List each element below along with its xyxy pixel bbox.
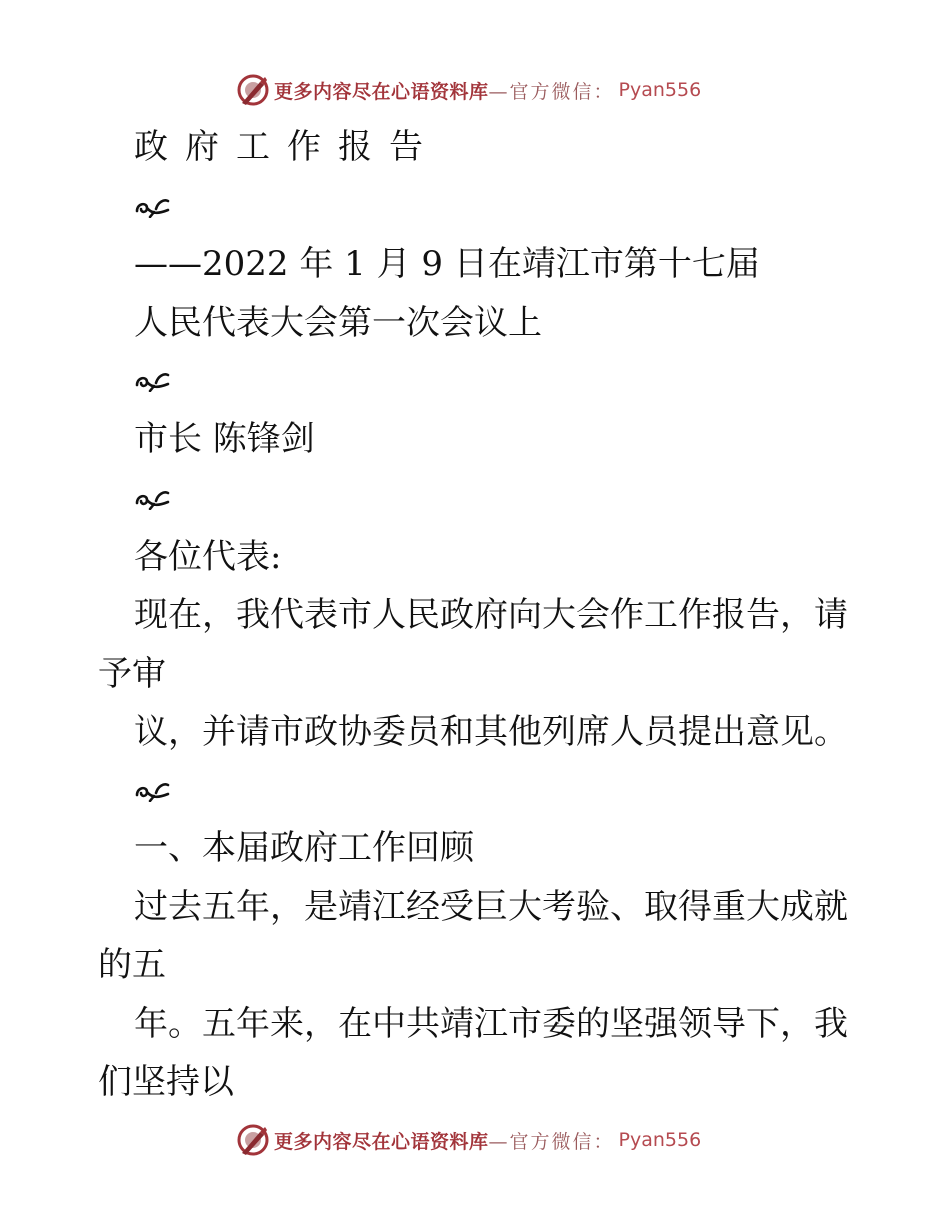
document-title: 政府工作报告 — [134, 127, 440, 167]
fleuron-ornament-icon — [134, 488, 170, 510]
footer-watermark — [236, 1122, 701, 1158]
watermark-main-text: 更多内容尽在心语资料库 — [274, 80, 489, 103]
fleuron-ornament-icon — [134, 370, 170, 392]
salutation: 各位代表: — [134, 537, 282, 577]
pen-logo-icon — [236, 1123, 270, 1157]
watermark-sub-text: —官方微信： — [488, 80, 615, 103]
watermark-main-text: 更多内容尽在心语资料库 — [274, 1130, 489, 1153]
watermark-id-text: Pyan556 — [618, 79, 702, 101]
paragraph-line: 们坚持以 — [98, 1062, 234, 1102]
pen-logo-icon — [236, 73, 270, 107]
paragraph-line: 议，并请市政协委员和其他列席人员提出意见。 — [134, 712, 848, 752]
paragraph-line: 过去五年，是靖江经受巨大考验、取得重大成就 — [134, 887, 848, 927]
fleuron-ornament-icon — [134, 780, 170, 802]
section-heading: 一、本届政府工作回顾 — [134, 828, 474, 868]
speaker-line: 市长 陈锋剑 — [134, 419, 315, 459]
header-watermark — [236, 72, 701, 108]
paragraph-line: 予审 — [98, 654, 166, 694]
subtitle-line-2: 人民代表大会第一次会议上 — [134, 303, 542, 343]
paragraph-line: 现在，我代表市人民政府向大会作工作报告，请 — [134, 595, 848, 635]
watermark-id-text: Pyan556 — [618, 1129, 702, 1151]
paragraph-line: 年。五年来，在中共靖江市委的坚强领导下，我 — [134, 1004, 848, 1044]
subtitle-line-1: ——2022 年 1 月 9 日在靖江市第十七届 — [134, 244, 760, 284]
watermark-sub-text: —官方微信： — [488, 1130, 615, 1153]
paragraph-line: 的五 — [98, 945, 166, 985]
fleuron-ornament-icon — [134, 196, 170, 218]
